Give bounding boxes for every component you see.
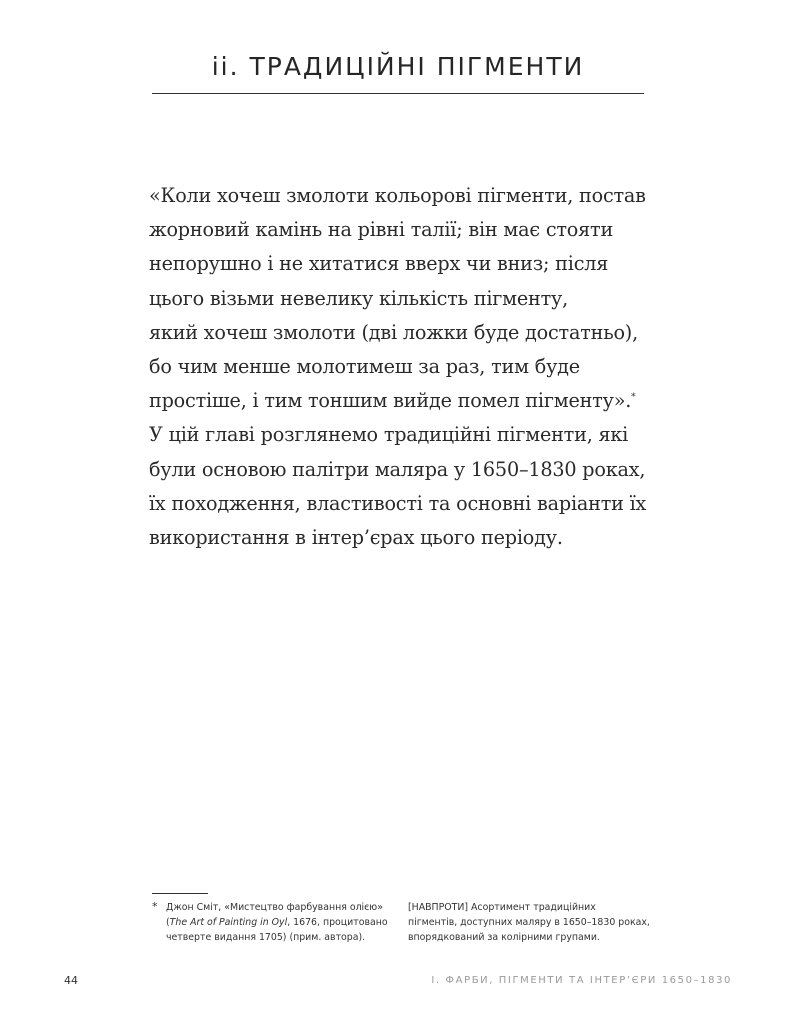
body-text	[149, 179, 669, 555]
caption-line: впорядкований за колірними групами.	[408, 932, 600, 943]
caption-line: [НАВПРОТИ] Асортимент традиційних	[408, 902, 596, 913]
footnote-text	[166, 900, 392, 945]
body-line: були основою палітри маляра у 1650–1830 роках,	[149, 457, 646, 481]
footnote-reference[interactable]: *	[631, 392, 636, 403]
body-line: їх походження, властивості та основні варіанти їх	[149, 491, 647, 515]
running-footer: І. ФАРБИ, ПІГМЕНТИ ТА ІНТЕР’ЄРИ 1650–1830	[431, 975, 732, 986]
body-line: У цій главі розглянемо традиційні пігменти, які	[149, 423, 629, 447]
body-line: цього візьми невелику кількість пігменту,	[149, 286, 569, 310]
body-line: використання в інтер’єрах цього періоду.	[149, 526, 563, 550]
quote-end-text: простіше, і тим тоншим вийде помел пігменту».	[149, 389, 632, 413]
footnote-line: четверте видання 1705) (прим. автора).	[166, 932, 366, 943]
footnote-line: Джон Сміт, «Мистецтво фарбування олією»	[166, 902, 383, 913]
footnote-divider	[152, 893, 208, 894]
body-line: який хочеш змолоти (дві ложки буде достатньо),	[149, 320, 638, 344]
caption-line: пігментів, доступних маляру в 1650–1830 роках,	[408, 917, 650, 928]
body-line: непорушно і не хитатися вверх чи вниз; після	[149, 252, 609, 276]
footnote-mark: *	[152, 900, 158, 913]
chapter-title: ii. ТРАДИЦІЙНІ ПІГМЕНТИ	[211, 52, 585, 81]
footnote-citation: , 1676, процитовано	[287, 917, 388, 928]
body-line-with-note	[149, 384, 669, 418]
title-divider	[152, 93, 644, 94]
figure-caption	[408, 900, 658, 945]
footnote-paren: (	[166, 917, 170, 928]
footnote	[152, 900, 392, 945]
body-line: жорновий камінь на рівні талії; він має стояти	[149, 218, 614, 242]
footnote-line	[166, 915, 392, 930]
footnote-book-title: The Art of Painting in Oyl	[169, 917, 288, 928]
body-line: «Коли хочеш змолоти кольорові пігменти, постав	[149, 184, 646, 207]
page-number: 44	[64, 974, 78, 987]
body-line: бо чим менше молотимеш за раз, тим буде	[149, 355, 580, 379]
